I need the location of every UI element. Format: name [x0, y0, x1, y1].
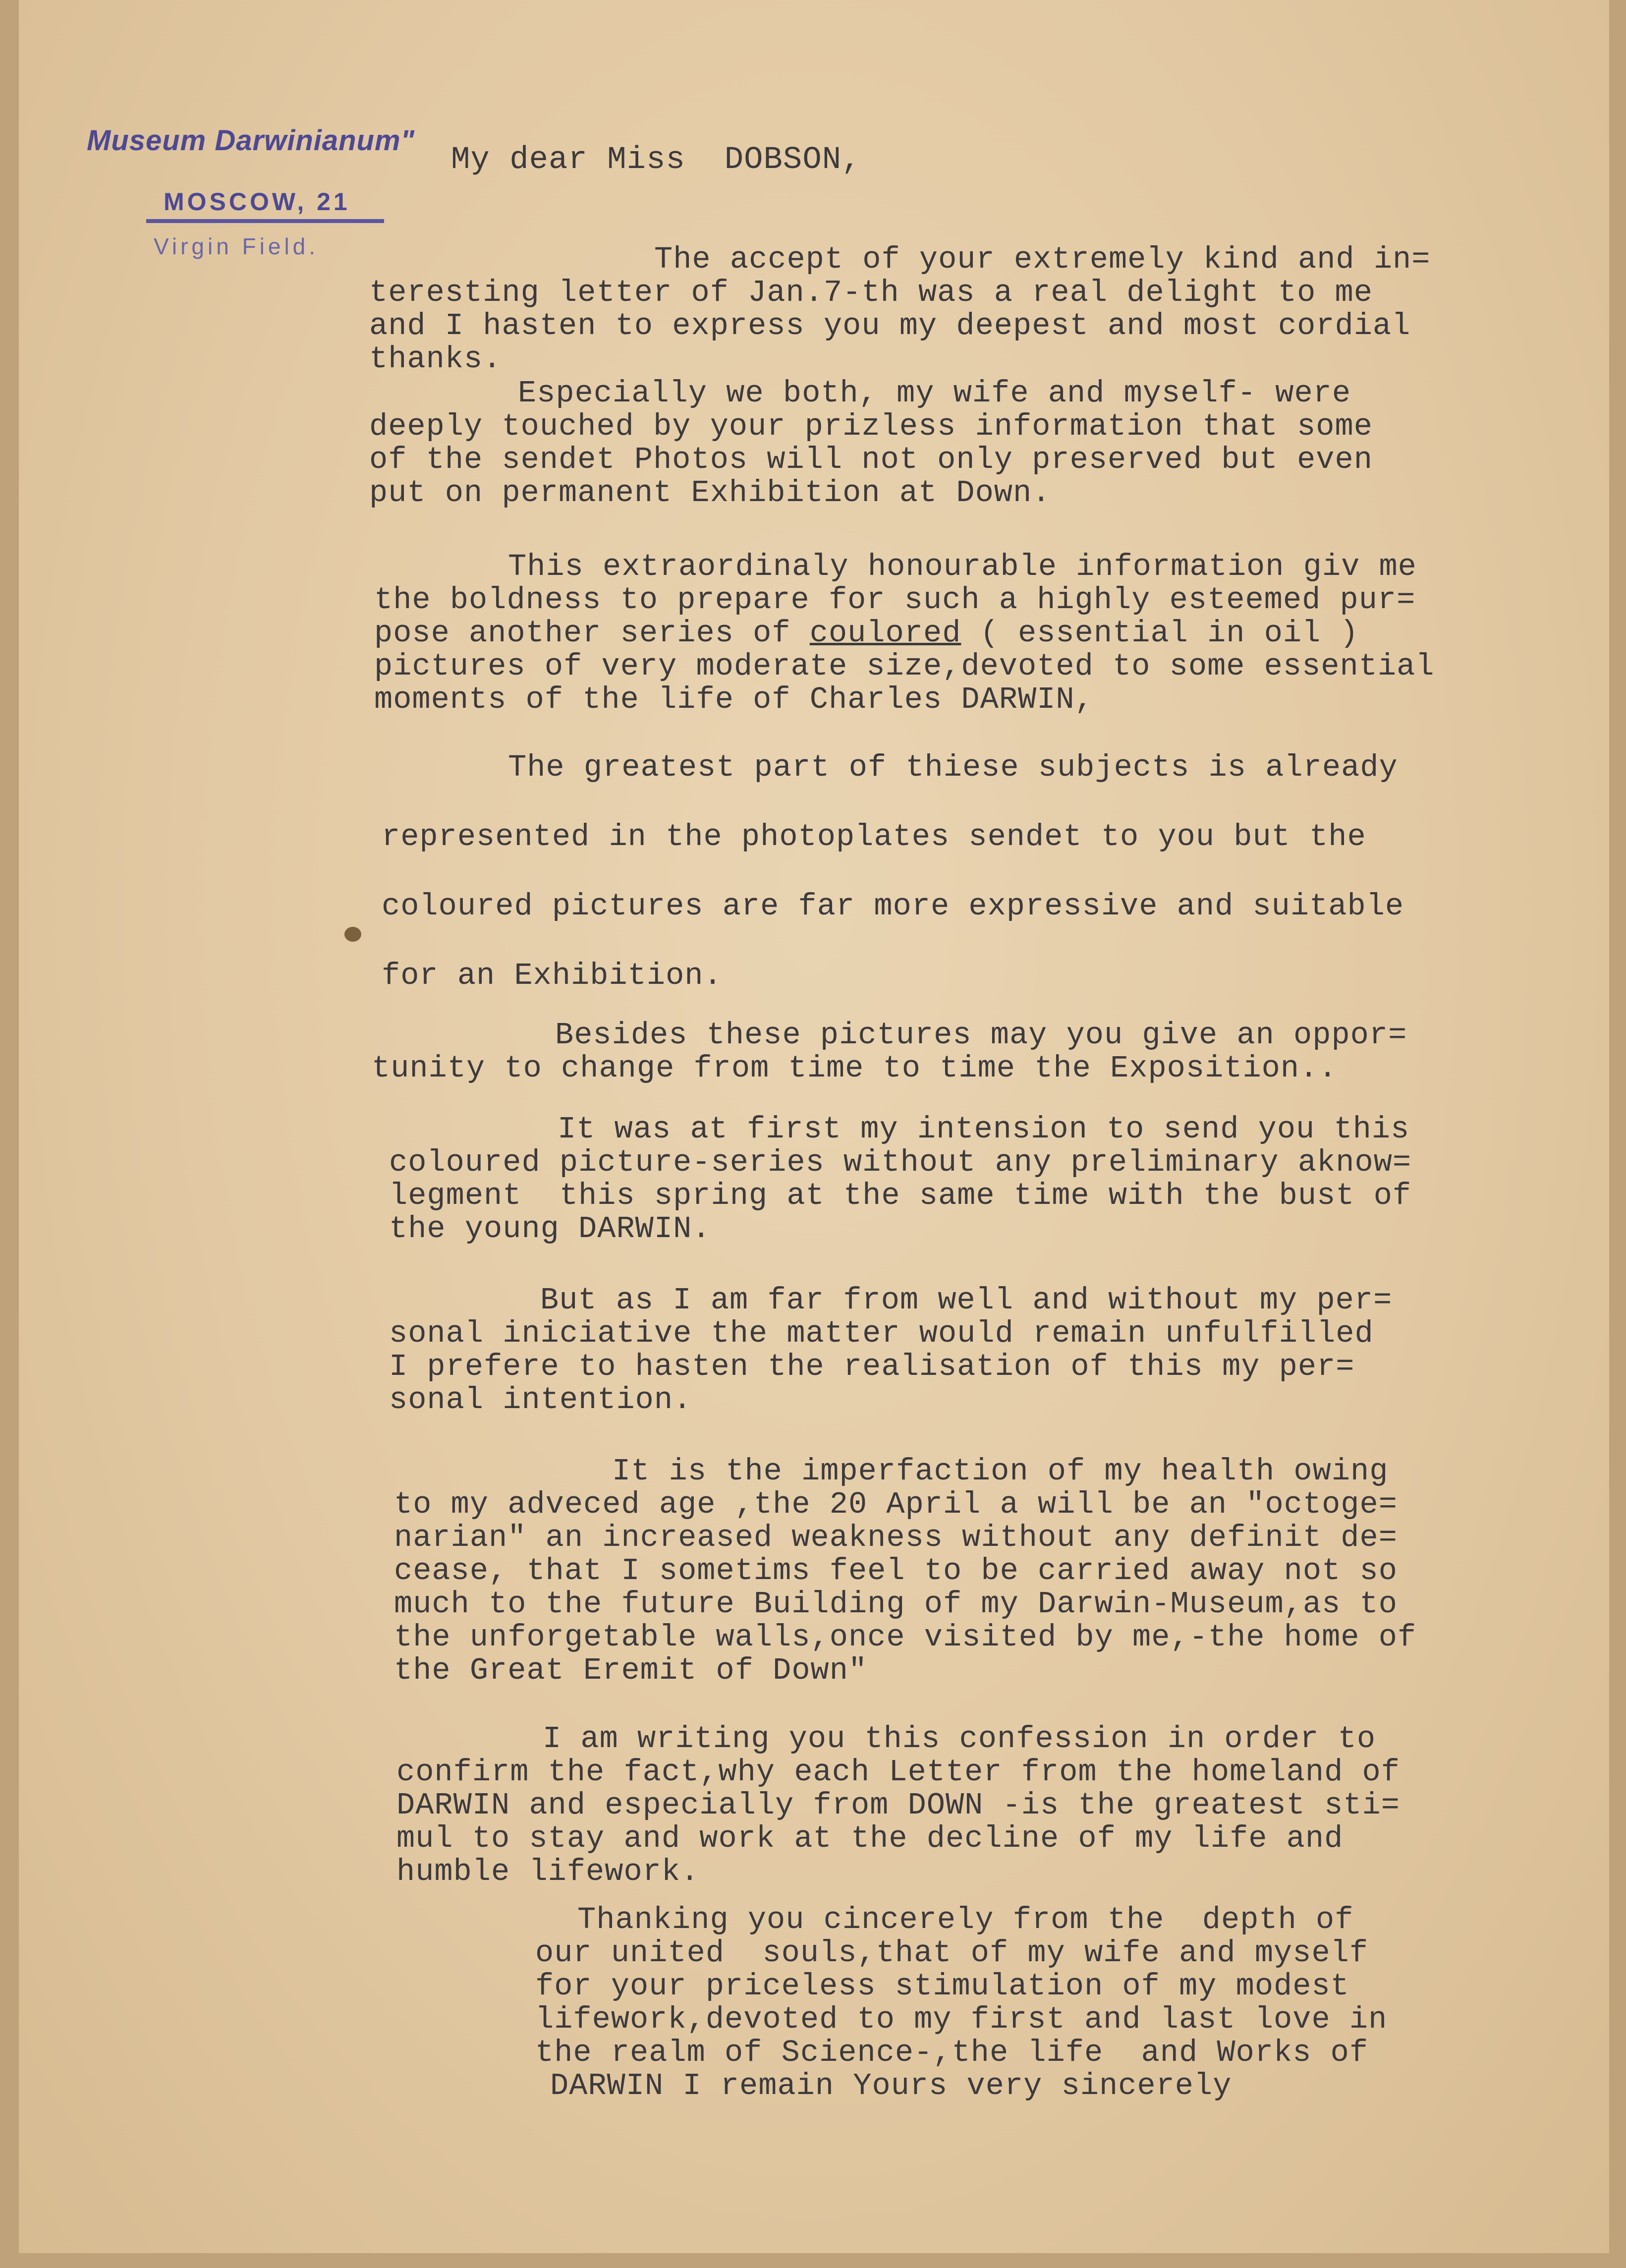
text-line: deeply touched by your prizless information that some — [369, 409, 1373, 444]
text-line: The greatest part of thiese subjects is already — [508, 750, 1398, 785]
text-segment: ( essential in oil ) — [961, 616, 1359, 651]
text-line: to my adveced age ,the 20 April a will be an "octoge= — [394, 1487, 1398, 1522]
text-line — [374, 617, 1435, 650]
paragraph-8 — [394, 1455, 1416, 1687]
paper-edge-left — [0, 0, 19, 2268]
paragraph-5 — [372, 1019, 1407, 1085]
text-line: tunity to change from time to time the Exposition.. — [372, 1051, 1338, 1086]
text-line: But as I am far from well and without my per= — [540, 1283, 1393, 1318]
text-line: confirm the fact,why each Letter from the homeland of — [396, 1755, 1400, 1790]
text-line: much to the future Building of my Darwin-Museum,as to — [394, 1587, 1398, 1622]
text-line: thanks. — [369, 341, 502, 377]
text-line: teresting letter of Jan.7-th was a real delight to me — [369, 275, 1373, 310]
text-line: It is the imperfaction of my health owing — [612, 1454, 1389, 1489]
text-line: The accept of your extremely kind and in= — [654, 242, 1431, 277]
text-line: lifework,devoted to my first and last love in — [535, 2002, 1388, 2037]
paper-edge-bottom — [0, 2253, 1626, 2268]
paragraph-7 — [389, 1284, 1392, 1417]
text-line: the boldness to prepare for such a highly esteemed pur= — [374, 582, 1416, 618]
text-line: coloured picture-series without any preliminary aknow= — [389, 1145, 1412, 1180]
text-line: of the sendet Photos will not only preserved but even — [369, 442, 1373, 477]
text-line: sonal intention. — [389, 1382, 692, 1418]
text-line: DARWIN I remain Yours very sincerely — [550, 2068, 1232, 2103]
stamp-field: Virgin Field. — [154, 233, 319, 259]
salutation: My dear Miss DOBSON, — [451, 142, 861, 178]
stamp-museum-name: Museum Darwinianum" — [87, 124, 415, 157]
text-line: Besides these pictures may you give an oppor= — [555, 1018, 1407, 1053]
text-line: represented in the photoplates sendet to you but the — [382, 819, 1366, 854]
text-line: legment this spring at the same time with the bust of — [389, 1178, 1412, 1213]
text-segment: pose another series of — [374, 616, 810, 651]
text-line: cease, that I sometims feel to be carried away not so — [394, 1553, 1398, 1588]
text-line: It was at first my intension to send you this — [558, 1112, 1410, 1147]
text-line: the realm of Science-,the life and Works of — [535, 2035, 1369, 2070]
text-line: mul to stay and work at the decline of my life and — [396, 1821, 1344, 1856]
text-line: moments of the life of Charles DARWIN, — [374, 682, 1094, 717]
stamp-city: MOSCOW, 21 — [164, 188, 350, 216]
paragraph-1 — [369, 243, 1430, 376]
text-line: coloured pictures are far more expressive and suitable — [382, 889, 1404, 924]
paragraph-2 — [369, 377, 1373, 510]
text-line: the unforgetable walls,once visited by me,-the home of — [394, 1620, 1417, 1655]
text-line: our united souls,that of my wife and myself — [535, 1935, 1369, 1971]
text-line: narian" an increased weakness without any definit de= — [394, 1520, 1398, 1555]
paper-edge-right — [1609, 0, 1626, 2268]
underlined-word: coulored — [809, 616, 961, 651]
text-line: humble lifework. — [396, 1854, 700, 1889]
text-line: sonal iniciative the matter would remain unfulfilled — [389, 1316, 1374, 1351]
paragraph-6 — [389, 1113, 1411, 1246]
paragraph-3 — [374, 550, 1435, 716]
text-line: put on permanent Exhibition at Down. — [369, 475, 1051, 510]
text-line: This extraordinaly honourable information giv me — [508, 549, 1417, 584]
text-line: the Great Eremit of Down" — [394, 1653, 868, 1688]
stamp-underline — [146, 219, 384, 223]
text-line: pictures of very moderate size,devoted to some essential — [374, 649, 1435, 684]
text-line: Especially we both, my wife and myself- were — [518, 376, 1351, 411]
text-line: for an Exhibition. — [382, 958, 723, 993]
text-line: and I hasten to express you my deepest and most cordial — [369, 308, 1411, 343]
paragraph-10-closing — [535, 1903, 1387, 2102]
text-line: I am writing you this confession in order to — [543, 1721, 1376, 1757]
text-line: Thanking you cincerely from the depth of — [577, 1902, 1354, 1937]
text-line: I prefere to hasten the realisation of this my per= — [389, 1349, 1355, 1384]
text-line: for your priceless stimulation of my modest — [535, 1969, 1349, 2004]
paragraph-4 — [382, 751, 1404, 992]
ink-spot — [344, 927, 361, 942]
text-line: the young DARWIN. — [389, 1211, 711, 1247]
paragraph-9 — [396, 1722, 1400, 1888]
text-line: DARWIN and especially from DOWN -is the greatest sti= — [396, 1788, 1400, 1823]
